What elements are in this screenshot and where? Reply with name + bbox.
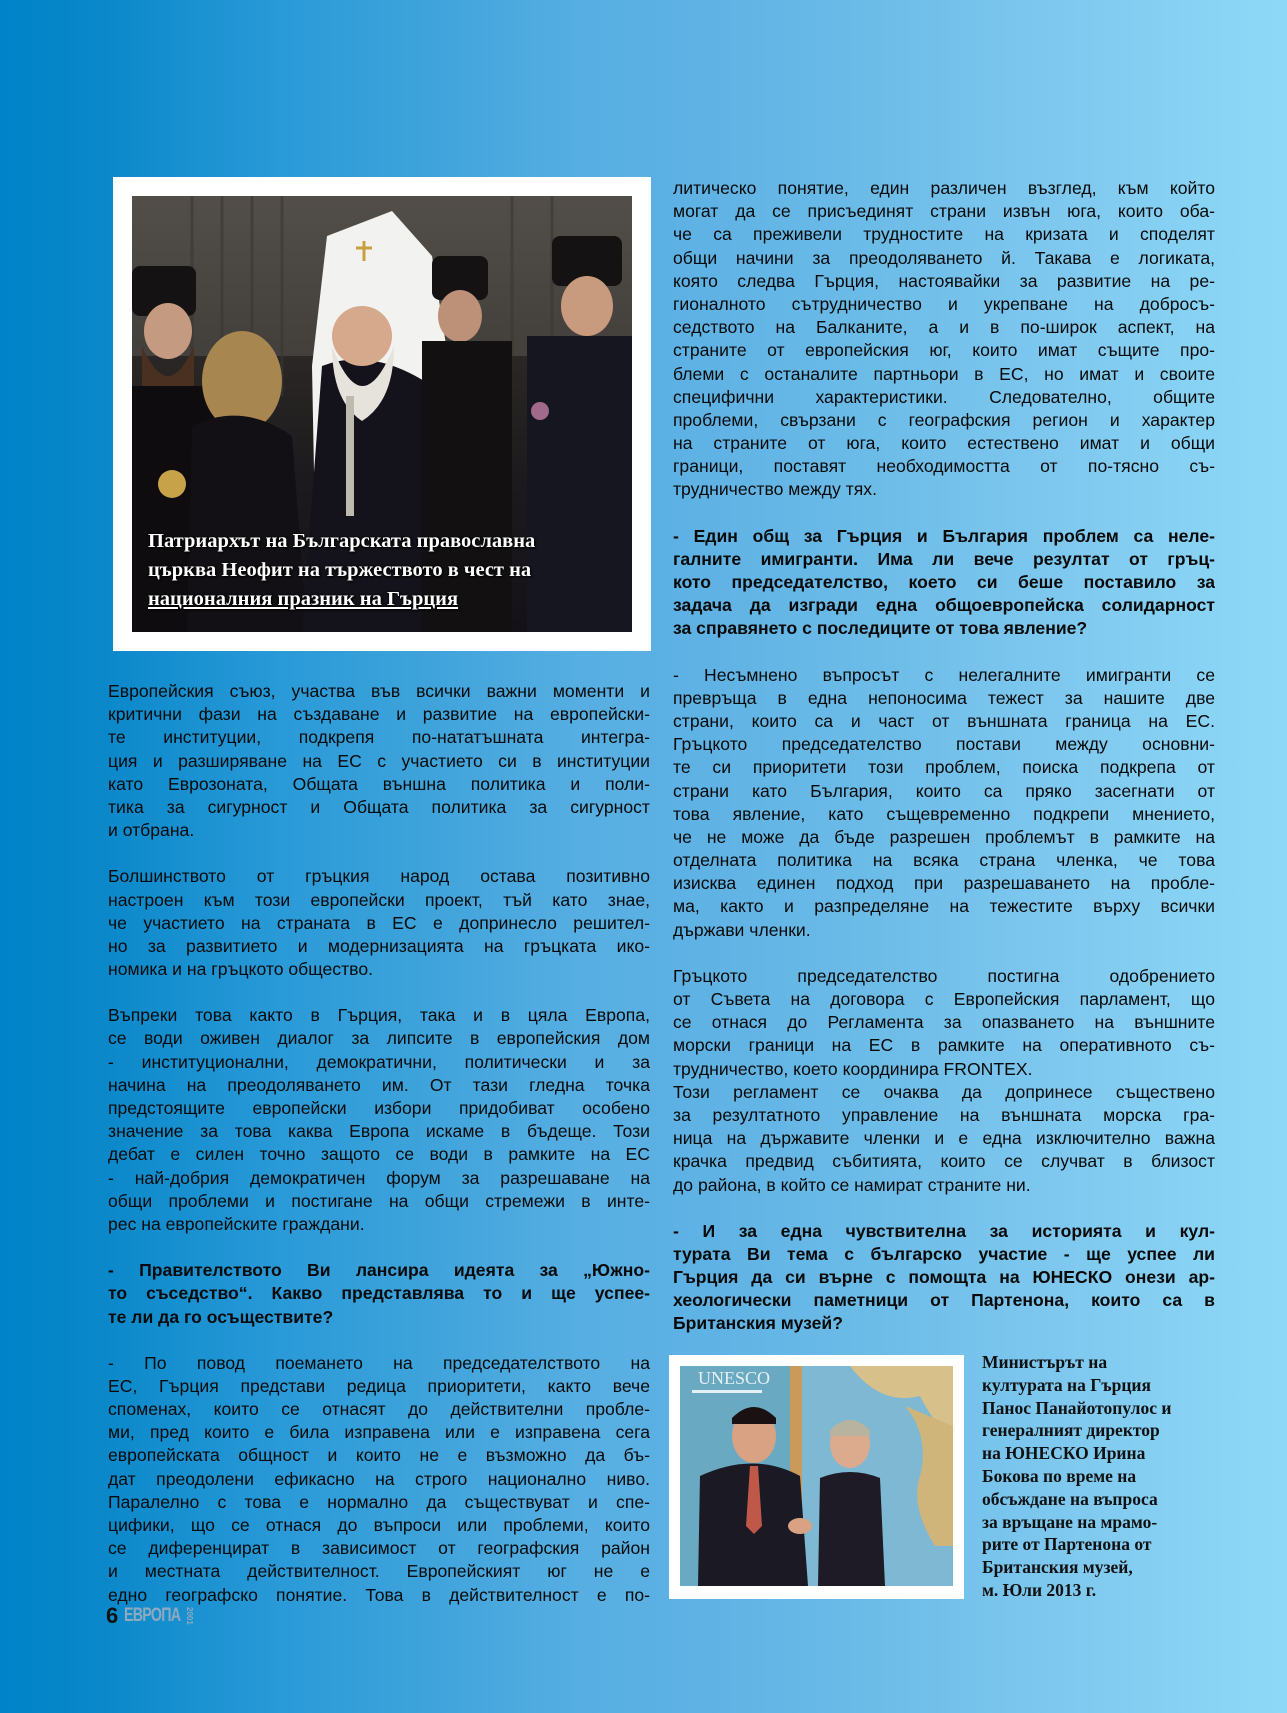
text-line: че участието на страната в ЕС е допринесло решител- [108,912,650,933]
caption-line: националния празник на Гърция [148,588,459,610]
text-line: ция и разширяване на ЕС с участието си в институции [108,750,650,771]
page-footer [106,1603,194,1629]
text-line: до района, в който се намират страните ни. [673,1174,1031,1195]
text-line: - Правителството Ви лансира идеята за „Южно- [108,1260,650,1281]
text-line: се диференцират в зависимост от географския район [108,1538,650,1559]
paragraph [108,1004,650,1236]
paragraph [108,865,650,981]
text-line: за справянето с последиците от това явление? [673,618,1088,639]
text-line: те ли да го осъществите? [108,1306,334,1327]
text-line: Този регламент се очаква да допринесе съществено [673,1081,1215,1102]
right-column [673,177,1215,1336]
text-line: могат да се присъединят страни извън юга, които оба- [673,201,1215,222]
text-line: Европейския съюз, участва във всички важни моменти и [108,681,650,701]
text-line: общи проблеми и постигане на общи стремежи в инте- [108,1190,650,1211]
text-line: - институционални, демократични, политически и за [108,1051,650,1072]
caption-line: м. Юли 2013 г. [982,1579,1097,1600]
text-line: Британския музей? [673,1313,843,1334]
text-line: трудничество между тях. [673,479,877,500]
patriarch-photo [132,196,632,632]
text-line: ница на държавите членки и е една изключително важна [673,1128,1215,1149]
caption-line: за връщане на мрамо- [982,1511,1158,1532]
text-line: това явление, като същевременно подкрепи мнението, [673,803,1215,824]
interview-question [673,525,1215,641]
magazine-logo: ЕВРОПА [124,1605,181,1626]
caption-line: на ЮНЕСКО Ирина [982,1443,1146,1464]
text-line: че не може да бъде разрешен проблемът в рамките на [673,826,1215,847]
unesco-sign: UNESCO [698,1368,771,1388]
text-line: литическо понятие, един различен възглед, към който [673,178,1215,198]
caption-line: църква Неофит на тържеството в чест на [148,559,532,581]
text-line: номика и на гръцкото общество. [108,959,373,980]
text-line: граници, поставят необходимостта от по-тясно съ- [673,456,1215,477]
text-line: трудничество, което координира FRONTEX. [673,1058,1033,1079]
text-line: критични фази на създаване и развитие на европейски- [108,704,650,725]
text-line: но за развитието и модернизацията на гръцката ико- [108,935,650,956]
text-line: - Несъмнено въпросът с нелегалните имигранти се [673,664,1215,685]
text-line: споменах, които се отнасят до действителни пробле- [108,1399,650,1420]
text-line: отделната политика на всяка страна членка, че това [673,850,1215,871]
text-line: Гръцкото председателство постигна одобрението [673,965,1215,986]
text-line: кото председателство, което си беше поставило за [673,572,1215,592]
text-line: дат преодолени ефикасно на строго национално ниво. [108,1468,650,1489]
text-line: Паралелно с това е нормално да съществуват и спе- [108,1491,650,1512]
text-line: държави членки. [673,919,811,940]
text-line: страни, които са и част от външната граница на ЕС. [673,710,1215,731]
text-line: която следва Гърция, настоявайки за развитие на ре- [673,270,1215,291]
text-line: европейската общност и които не е възможно да бъ- [108,1445,650,1466]
text-line: на страните от юга, които естествено имат и общи [673,433,1215,454]
interview-answer [673,177,1215,502]
text-line: страни като България, които са пряко засегнати от [673,780,1215,801]
text-line: Болшинството от гръцкия народ остава позитивно [108,866,650,887]
caption-line: Британския музей, [982,1557,1133,1578]
bottom-photo-caption [982,1351,1222,1602]
unesco-meeting-illustration [680,1366,953,1586]
text-line: седството на Балканите, а и в по-широк аспект, на [673,317,1215,338]
text-line: предстоящите европейски избори придобиват особено [108,1098,650,1118]
text-line: специфични характеристики. Следователно, общите [673,386,1215,407]
text-line: те институции, подкрепя по-нататъшната интегра- [108,727,650,748]
interview-question [673,1220,1215,1336]
text-line: галните имигранти. Има ли вече резултат от гръц- [673,548,1215,569]
text-line: се води оживен диалог за липсите в европейския дом [108,1028,650,1049]
text-line: Въпреки това както в Гърция, така и в цяла Европа, [108,1005,650,1026]
text-line: начина на преодоляването им. От тази гледна точка [108,1074,650,1095]
caption-line: културата на Гърция [982,1374,1151,1395]
text-line: като Еврозоната, Общата външна политика и поли- [108,773,650,794]
text-line: настроен към този европейски проект, тъй като знае, [108,889,650,910]
text-line: проблеми, свързани с географския регион и характер [673,409,1215,430]
text-line: общи начини за преодоляването й. Такава е логиката, [673,247,1215,268]
top-photo-caption [148,527,535,614]
text-line: значение за това каква Европа искаме в бъдеще. Този [108,1121,650,1142]
text-line: то съседство“. Какво представлява то и ще успее- [108,1283,650,1304]
text-line: тика за сигурност и Общата политика за сигурност [108,796,650,817]
text-line: превръща в една непоносима тежест за нашите две [673,687,1215,708]
paragraph [673,965,1215,1081]
text-line: рес на европейските граждани. [108,1213,365,1234]
text-line: че са преживели трудностите на кризата и споделят [673,224,1215,245]
text-line: дебат е силен точно защото се води в рамките на ЕС [108,1144,650,1165]
text-line: за резултатното управление на външната морска гра- [673,1104,1215,1125]
text-line: морски граници на ЕС в рамките на оперативното съ- [673,1035,1215,1056]
text-line: - По повод поемането на председателството на [108,1352,650,1373]
text-line: блеми с останалите партньори в ЕС, но имат и своите [673,363,1215,384]
caption-line: обсъждане на въпроса [982,1488,1158,1509]
text-line: Гърция да си върне с помощта на ЮНЕСКО онези ар- [673,1267,1215,1288]
text-line: Гръцкото председателство постави между основни- [673,734,1215,755]
text-line: от Съвета на договора с Европейския парламент, що [673,989,1215,1009]
caption-line: Бокова по време на [982,1465,1137,1486]
page-number: 6 [106,1603,119,1628]
interview-answer [108,1352,650,1607]
text-line: цифики, що се отнася до въпроси или проблеми, които [108,1515,650,1535]
text-line: ЕС, Гърция представи редица приоритети, както вече [108,1375,650,1396]
unesco-meeting-photo [680,1366,953,1586]
text-line: изисква единен подход при разрешаването на пробле- [673,873,1215,894]
text-line: крачка предвид събитията, които се случват в близост [673,1151,1215,1172]
text-line: ма, както и разпределяне на тежестите върху всички [673,896,1215,917]
text-line: те си приоритети този проблем, поиска подкрепа от [673,757,1215,778]
paragraph [673,1081,1215,1197]
text-line: страните от европейския юг, които имат същите про- [673,340,1215,361]
left-column [108,680,650,1607]
magazine-year: 2001 [185,1607,195,1625]
text-line: - най-добрия демократичен форум за разрешаване на [108,1167,650,1188]
text-line: се отнася до Регламента за опазването на външните [673,1012,1215,1033]
text-line: турата Ви тема с българско участие - ще успее ли [673,1243,1215,1264]
interview-answer [673,664,1215,942]
text-line: - Един общ за Гърция и България проблем са неле- [673,525,1215,546]
text-line: - И за една чувствителна за историята и кул- [673,1220,1215,1241]
text-line: едно географско понятие. Това в действителност е по- [108,1584,650,1605]
text-line: гионалното сътрудничество и укрепване на добросъ- [673,293,1215,314]
text-line: ми, пред които е била изправена или е изправена сега [108,1422,650,1443]
caption-line: рите от Партенона от [982,1534,1152,1555]
caption-line: Патриархът на Българската православна [148,530,536,552]
text-line: и местната действителност. Европейският юг не е [108,1561,650,1582]
paragraph [108,680,650,842]
text-line: задача да изгради една общоевропейска солидарност [673,595,1215,616]
text-line: и отбрана. [108,820,195,841]
caption-line: Министърът на [982,1352,1108,1372]
caption-line: Панос Панайотопулос и [982,1397,1172,1418]
caption-line: генералният директор [982,1420,1160,1441]
interview-question [108,1259,650,1329]
text-line: хеологически паметници от Партенона, които са в [673,1290,1215,1311]
